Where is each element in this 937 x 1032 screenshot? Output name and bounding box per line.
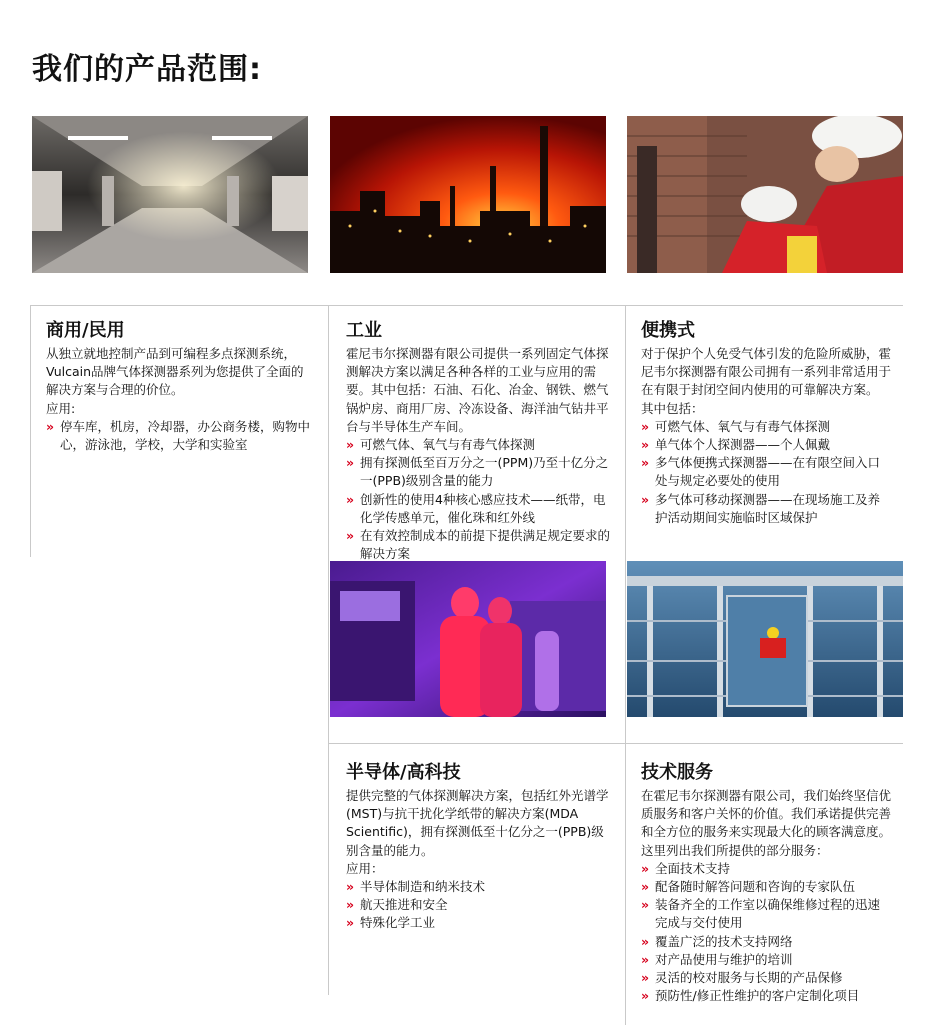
list-item: » 停车库，机房，冷却器，办公商务楼，购物中心，游泳池，学校，大学和实验室 xyxy=(46,418,311,453)
chevron-icon: » xyxy=(346,879,355,895)
bullet-list xyxy=(346,436,611,563)
list-item: » 多气体便携式探测器——在有限空间入口处与规定必要处的使用 xyxy=(641,455,881,489)
section-title: 技术服务 xyxy=(641,762,713,783)
section-service xyxy=(641,761,891,1005)
section-title: 商用/民用 xyxy=(46,320,125,341)
parking-garage-photo xyxy=(32,116,308,273)
refinery-photo xyxy=(330,116,606,273)
section-commercial xyxy=(46,319,316,454)
list-item: » 创新性的使用4种核心感应技术——纸带，电化学传感单元，催化珠和红外线 xyxy=(346,491,606,525)
chevron-icon: » xyxy=(641,879,650,895)
section-title: 工业 xyxy=(346,320,382,341)
section-portable xyxy=(641,319,891,527)
section-apps-label: 应用： xyxy=(346,860,384,876)
chevron-icon: » xyxy=(641,970,650,986)
list-item: » 航天推进和安全 xyxy=(346,896,614,914)
list-item: » 特殊化学工业 xyxy=(346,914,614,932)
list-item: » 单气体个人探测器——个人佩戴 xyxy=(641,436,891,454)
chevron-icon: » xyxy=(641,455,650,471)
section-title: 便携式 xyxy=(641,320,695,341)
section-apps-label: 其中包括： xyxy=(641,400,704,416)
bullet-list xyxy=(641,418,891,527)
industrial-plant-photo xyxy=(627,561,903,717)
list-item: » 半导体制造和纳米技术 xyxy=(346,878,614,896)
section-intro: 霍尼韦尔探测器有限公司提供一系列固定气体探测解决方案以满足各种各样的工业与应用的需要。其中包括：石油、石化、冶金、钢铁、燃气锅炉房、商用厂房、冷冻设备、海洋油气钻井平台与半导体生产车间。 xyxy=(346,346,609,434)
list-item: » 灵活的校对服务与长期的产品保修 xyxy=(641,969,891,987)
chevron-icon: » xyxy=(641,933,650,949)
section-apps-label: 应用: xyxy=(46,400,76,416)
list-item: » 可燃气体、氧气与有毒气体探测 xyxy=(346,436,611,454)
row-divider xyxy=(30,305,903,306)
list-item: » 对产品使用与维护的培训 xyxy=(641,951,891,969)
bullet-list xyxy=(641,860,891,1006)
chevron-icon: » xyxy=(46,418,55,434)
list-item: » 多气体可移动探测器——在现场施工及养护活动期间实施临时区域保护 xyxy=(641,491,881,525)
column-divider xyxy=(30,305,31,557)
bullet-list xyxy=(46,418,316,454)
chevron-icon: » xyxy=(641,860,650,876)
chevron-icon: » xyxy=(346,455,355,471)
list-item: » 拥有探测低至百万分之一(PPM)乃至十亿分之一(PPB)级别含量的能力 xyxy=(346,455,609,489)
chevron-icon: » xyxy=(641,418,650,434)
chevron-icon: » xyxy=(346,915,355,931)
list-item: » 可燃气体、氧气与有毒气体探测 xyxy=(641,418,891,436)
chevron-icon: » xyxy=(346,897,355,913)
chevron-icon: » xyxy=(346,528,355,544)
section-intro: 在霍尼韦尔探测器有限公司，我们始终坚信优质服务和客户关怀的价值。我们承诺提供完善和全方位的服务来实现最大化的顾客满意度。 xyxy=(641,788,892,840)
row-divider xyxy=(328,743,903,744)
chevron-icon: » xyxy=(641,988,650,1004)
cleanroom-photo xyxy=(330,561,606,717)
list-item: » 覆盖广泛的技术支持网络 xyxy=(641,933,891,951)
list-item: » 全面技术支持 xyxy=(641,860,891,878)
chevron-icon: » xyxy=(641,491,650,507)
list-item: » 配备随时解答问题和咨询的专家队伍 xyxy=(641,878,891,896)
section-intro: 从独立就地控制产品到可编程多点探测系统，Vulcain品牌气体探测器系列为您提供了全面的解决方案与合理的价位。 xyxy=(46,346,304,398)
section-industrial xyxy=(346,319,611,563)
chevron-icon: » xyxy=(346,437,355,453)
worker-portable-detector-photo xyxy=(627,116,903,273)
section-apps-label: 这里列出我们所提供的部分服务： xyxy=(641,842,829,858)
section-semiconductor xyxy=(346,761,614,933)
bullet-list xyxy=(346,878,614,933)
chevron-icon: » xyxy=(641,951,650,967)
chevron-icon: » xyxy=(641,437,650,453)
chevron-icon: » xyxy=(346,491,355,507)
section-intro: 对于保护个人免受气体引发的危险所威胁，霍尼韦尔探测器有限公司拥有一系列非常适用于在有限于封闭空间内使用的可靠解决方案。 xyxy=(641,346,892,398)
page-title: 我们的产品范围: xyxy=(32,52,262,87)
list-item: » 在有效控制成本的前提下提供满足规定要求的解决方案 xyxy=(346,528,611,562)
section-intro: 提供完整的气体探测解决方案，包括红外光谱学(MST)与抗干扰化学纸带的解决方案(MDA Scientific)，拥有探测低至十亿分之一(PPB)级别含量的能力。 xyxy=(346,788,609,858)
column-divider xyxy=(328,305,329,995)
section-title: 半导体/高科技 xyxy=(346,762,461,783)
chevron-icon: » xyxy=(641,897,650,913)
list-item: » 装备齐全的工作室以确保维修过程的迅速完成与交付使用 xyxy=(641,897,881,931)
column-divider xyxy=(625,305,626,1025)
list-item: » 预防性/修正性维护的客户定制化项目 xyxy=(641,987,891,1005)
